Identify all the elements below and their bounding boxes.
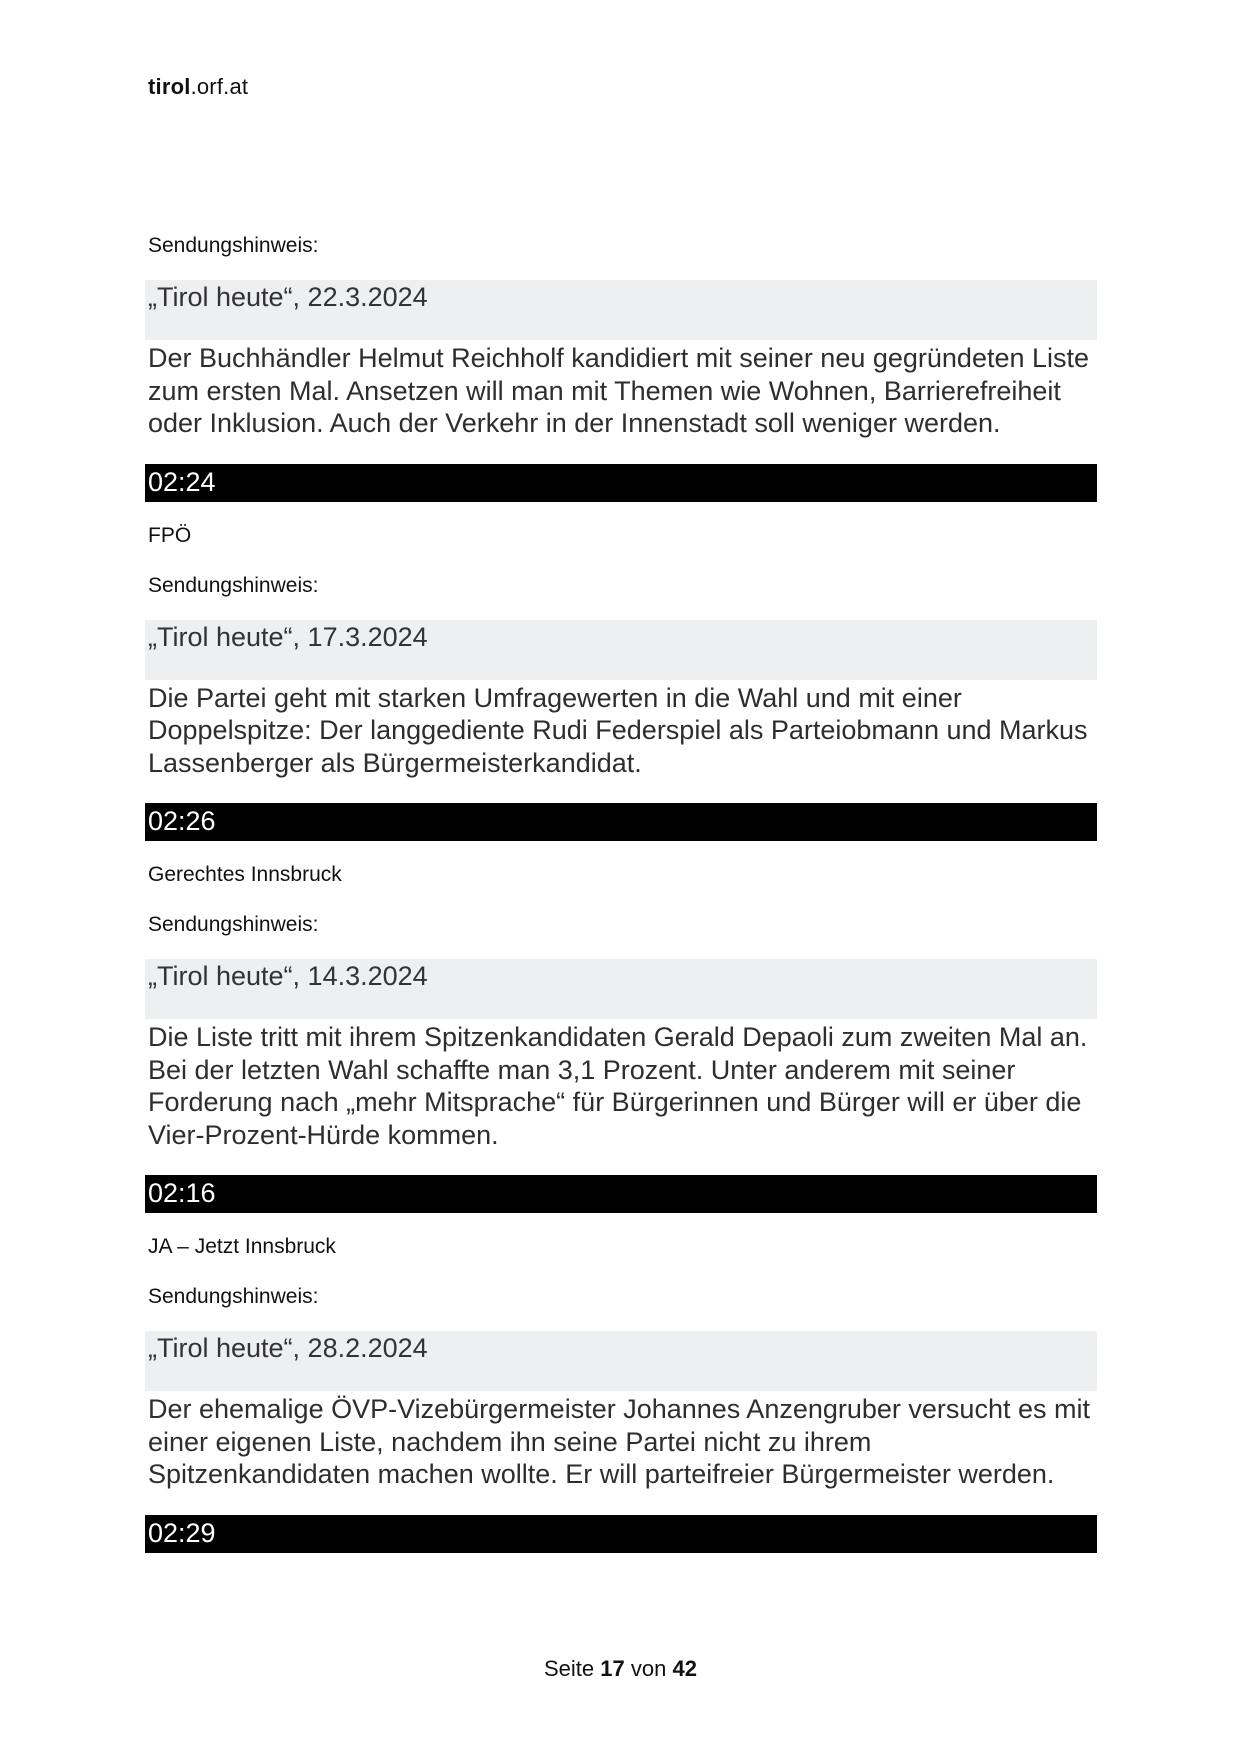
segment-description: Die Partei geht mit starken Umfragewerten in die Wahl und mit einer Doppelspitze: Der langgediente Rudi Federspiel als Parteiobmann und Markus Lassenberger als Bürgermeisterkandidat. bbox=[148, 682, 1088, 778]
document-content bbox=[145, 232, 1097, 1553]
page-prefix: Seite bbox=[544, 1656, 595, 1681]
site-name-bold: tirol bbox=[148, 74, 191, 99]
site-header bbox=[148, 74, 248, 100]
broadcast-hint-label: Sendungshinweis: bbox=[148, 913, 319, 936]
party-name: JA – Jetzt Innsbruck bbox=[148, 1235, 336, 1258]
party-section-fpoe bbox=[145, 522, 1097, 842]
segment-description: Der ehemalige ÖVP-Vizebürgermeister Johannes Anzengruber versucht es mit einer eigenen Liste, nachdem ihn seine Partei nicht zu ihrem Spitzenkandidaten machen wollte. Er will parteifreier Bürgermeister werden. bbox=[148, 1394, 1090, 1489]
page-total: 42 bbox=[672, 1656, 697, 1681]
page-current: 17 bbox=[600, 1656, 625, 1681]
video-duration-bar[interactable]: 02:29 bbox=[145, 1515, 1097, 1553]
segment-description: Der Buchhändler Helmut Reichholf kandidiert mit seiner neu gegründeten Liste zum ersten Mal. Ansetzen will man mit Themen wie Wohnen, Barrierefreiheit oder Inklusion. Auch der Verkehr in der Innenstadt soll weniger werden. bbox=[148, 343, 1090, 438]
program-info: „Tirol heute“, 28.2.2024 bbox=[145, 1331, 1097, 1391]
program-info: „Tirol heute“, 14.3.2024 bbox=[145, 959, 1097, 1019]
party-name: FPÖ bbox=[148, 523, 192, 547]
segment-description: Die Liste tritt mit ihrem Spitzenkandidaten Gerald Depaoli zum zweiten Mal an. Bei der letzten Wahl schaffte man 3,1 Prozent. Unter anderem mit seiner Forderung nach „mehr Mitsprache“ für Bürgerinnen und Bürger will er über die Vier-Prozent-Hürde kommen. bbox=[148, 1022, 1088, 1150]
page-separator: von bbox=[630, 1656, 667, 1681]
broadcast-hint-label: Sendungshinweis: bbox=[148, 234, 319, 257]
party-section-gerechtes-innsbruck bbox=[145, 861, 1097, 1213]
program-info: „Tirol heute“, 17.3.2024 bbox=[145, 620, 1097, 680]
broadcast-hint-label: Sendungshinweis: bbox=[148, 573, 319, 597]
video-duration-bar[interactable]: 02:16 bbox=[145, 1175, 1097, 1213]
video-duration-bar[interactable]: 02:24 bbox=[145, 464, 1097, 502]
party-section-ja-jetzt-innsbruck bbox=[145, 1233, 1097, 1553]
party-name: Gerechtes Innsbruck bbox=[148, 863, 342, 886]
page-footer bbox=[0, 1656, 1241, 1682]
video-duration-bar[interactable]: 02:26 bbox=[145, 803, 1097, 841]
intro-section bbox=[145, 232, 1097, 502]
site-name-rest: .orf.at bbox=[190, 74, 249, 99]
program-info: „Tirol heute“, 22.3.2024 bbox=[145, 280, 1097, 340]
broadcast-hint-label: Sendungshinweis: bbox=[148, 1285, 319, 1308]
